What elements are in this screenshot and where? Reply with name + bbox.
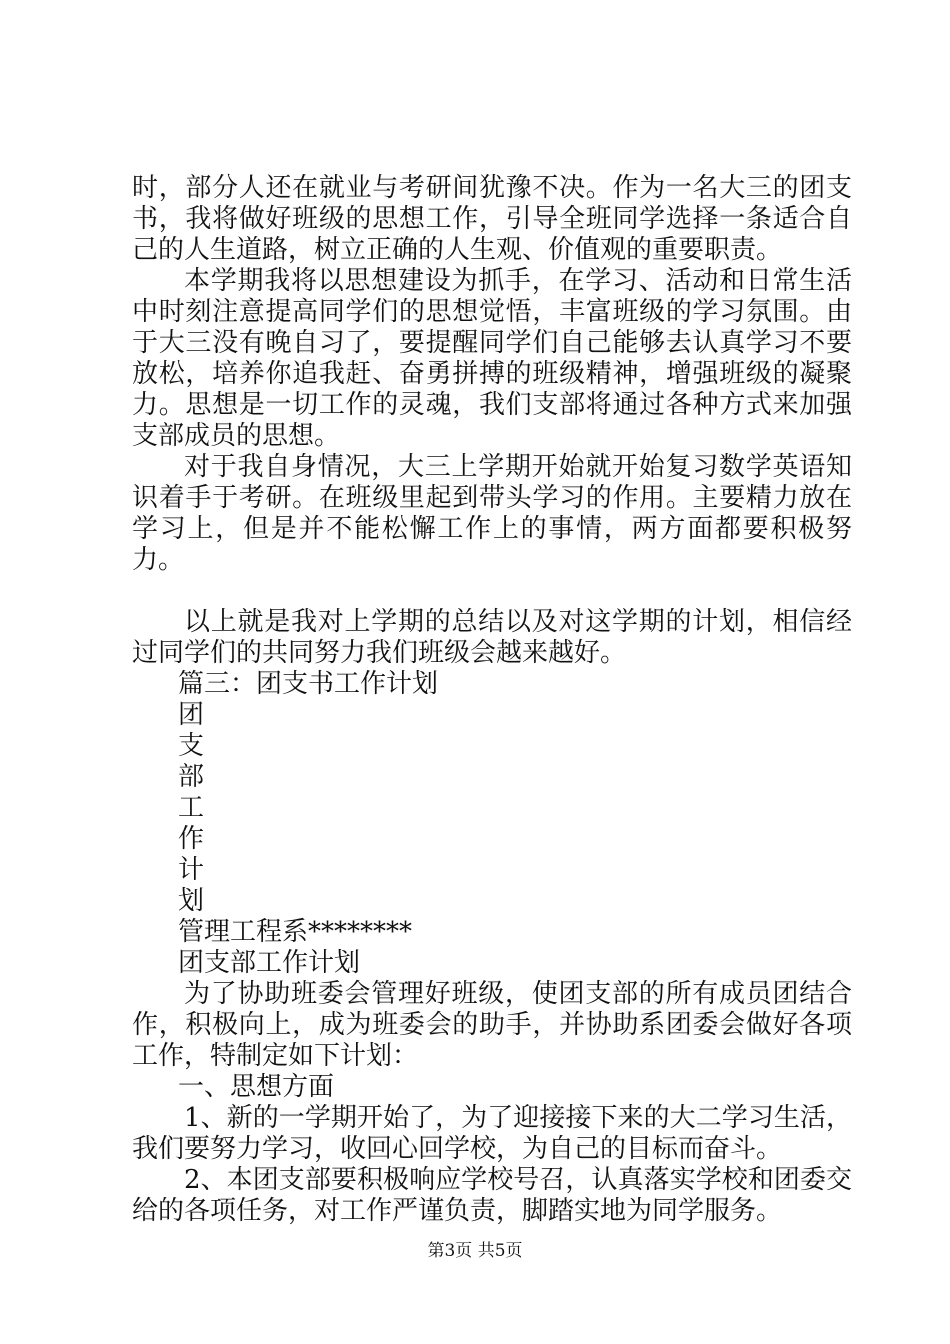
list-item: 2、本团支部要积极响应学校号召，认真落实学校和团委交给的各项任务，对工作严谨负责，脚踏实地为同学服务。	[132, 1165, 852, 1226]
paragraph-summary: 以上就是我对上学期的总结以及对这学期的计划，相信经过同学们的共同努力我们班级会越来越好。	[132, 607, 852, 668]
section-title: 篇三：团支书工作计划	[178, 669, 439, 699]
vertical-title-char: 工	[178, 793, 205, 823]
paragraph-thought-building: 本学期我将以思想建设为抓手，在学习、活动和日常生活中时刻注意提高同学们的思想觉悟，丰富班级的学习氛围。由于大三没有晚自习了，要提醒同学们自己能够去认真学习不要放松，培养你追我赶、奋勇拼搏的班级精神，增强班级的凝聚力。思想是一切工作的灵魂，我们支部将通过各种方式来加强支部成员的思想。	[132, 266, 852, 451]
vertical-title-char: 计	[178, 855, 205, 885]
department-line: 管理工程系********	[178, 917, 413, 947]
blank-line	[132, 576, 852, 607]
list-item: 1、新的一学期开始了，为了迎接接下来的大二学习生活，我们要努力学习，收回心回学校，为自己的目标而奋斗。	[132, 1103, 852, 1164]
vertical-title-char: 团	[178, 700, 205, 730]
vertical-title-char: 支	[178, 731, 205, 761]
vertical-title-char: 部	[178, 762, 205, 792]
vertical-title-char: 划	[178, 886, 205, 916]
paragraph-intro: 为了协助班委会管理好班级，使团支部的所有成员团结合作，积极向上，成为班委会的助手，并协助系团委会做好各项工作，特制定如下计划：	[132, 979, 852, 1071]
page-footer: 第3页 共5页	[427, 1241, 523, 1261]
paragraph-self-situation: 对于我自身情况，大三上学期开始就开始复习数学英语知识着手于考研。在班级里起到带头学习的作用。主要精力放在学习上，但是并不能松懈工作上的事情，两方面都要积极努力。	[132, 452, 852, 575]
document-body	[132, 173, 852, 1227]
paragraph-continued: 时，部分人还在就业与考研间犹豫不决。作为一名大三的团支书，我将做好班级的思想工作，引导全班同学选择一条适合自己的人生道路，树立正确的人生观、价值观的重要职责。	[132, 173, 852, 265]
doc-title: 团支部工作计划	[178, 948, 361, 978]
vertical-title-char: 作	[178, 824, 205, 854]
heading-thought: 一、思想方面	[178, 1072, 335, 1102]
